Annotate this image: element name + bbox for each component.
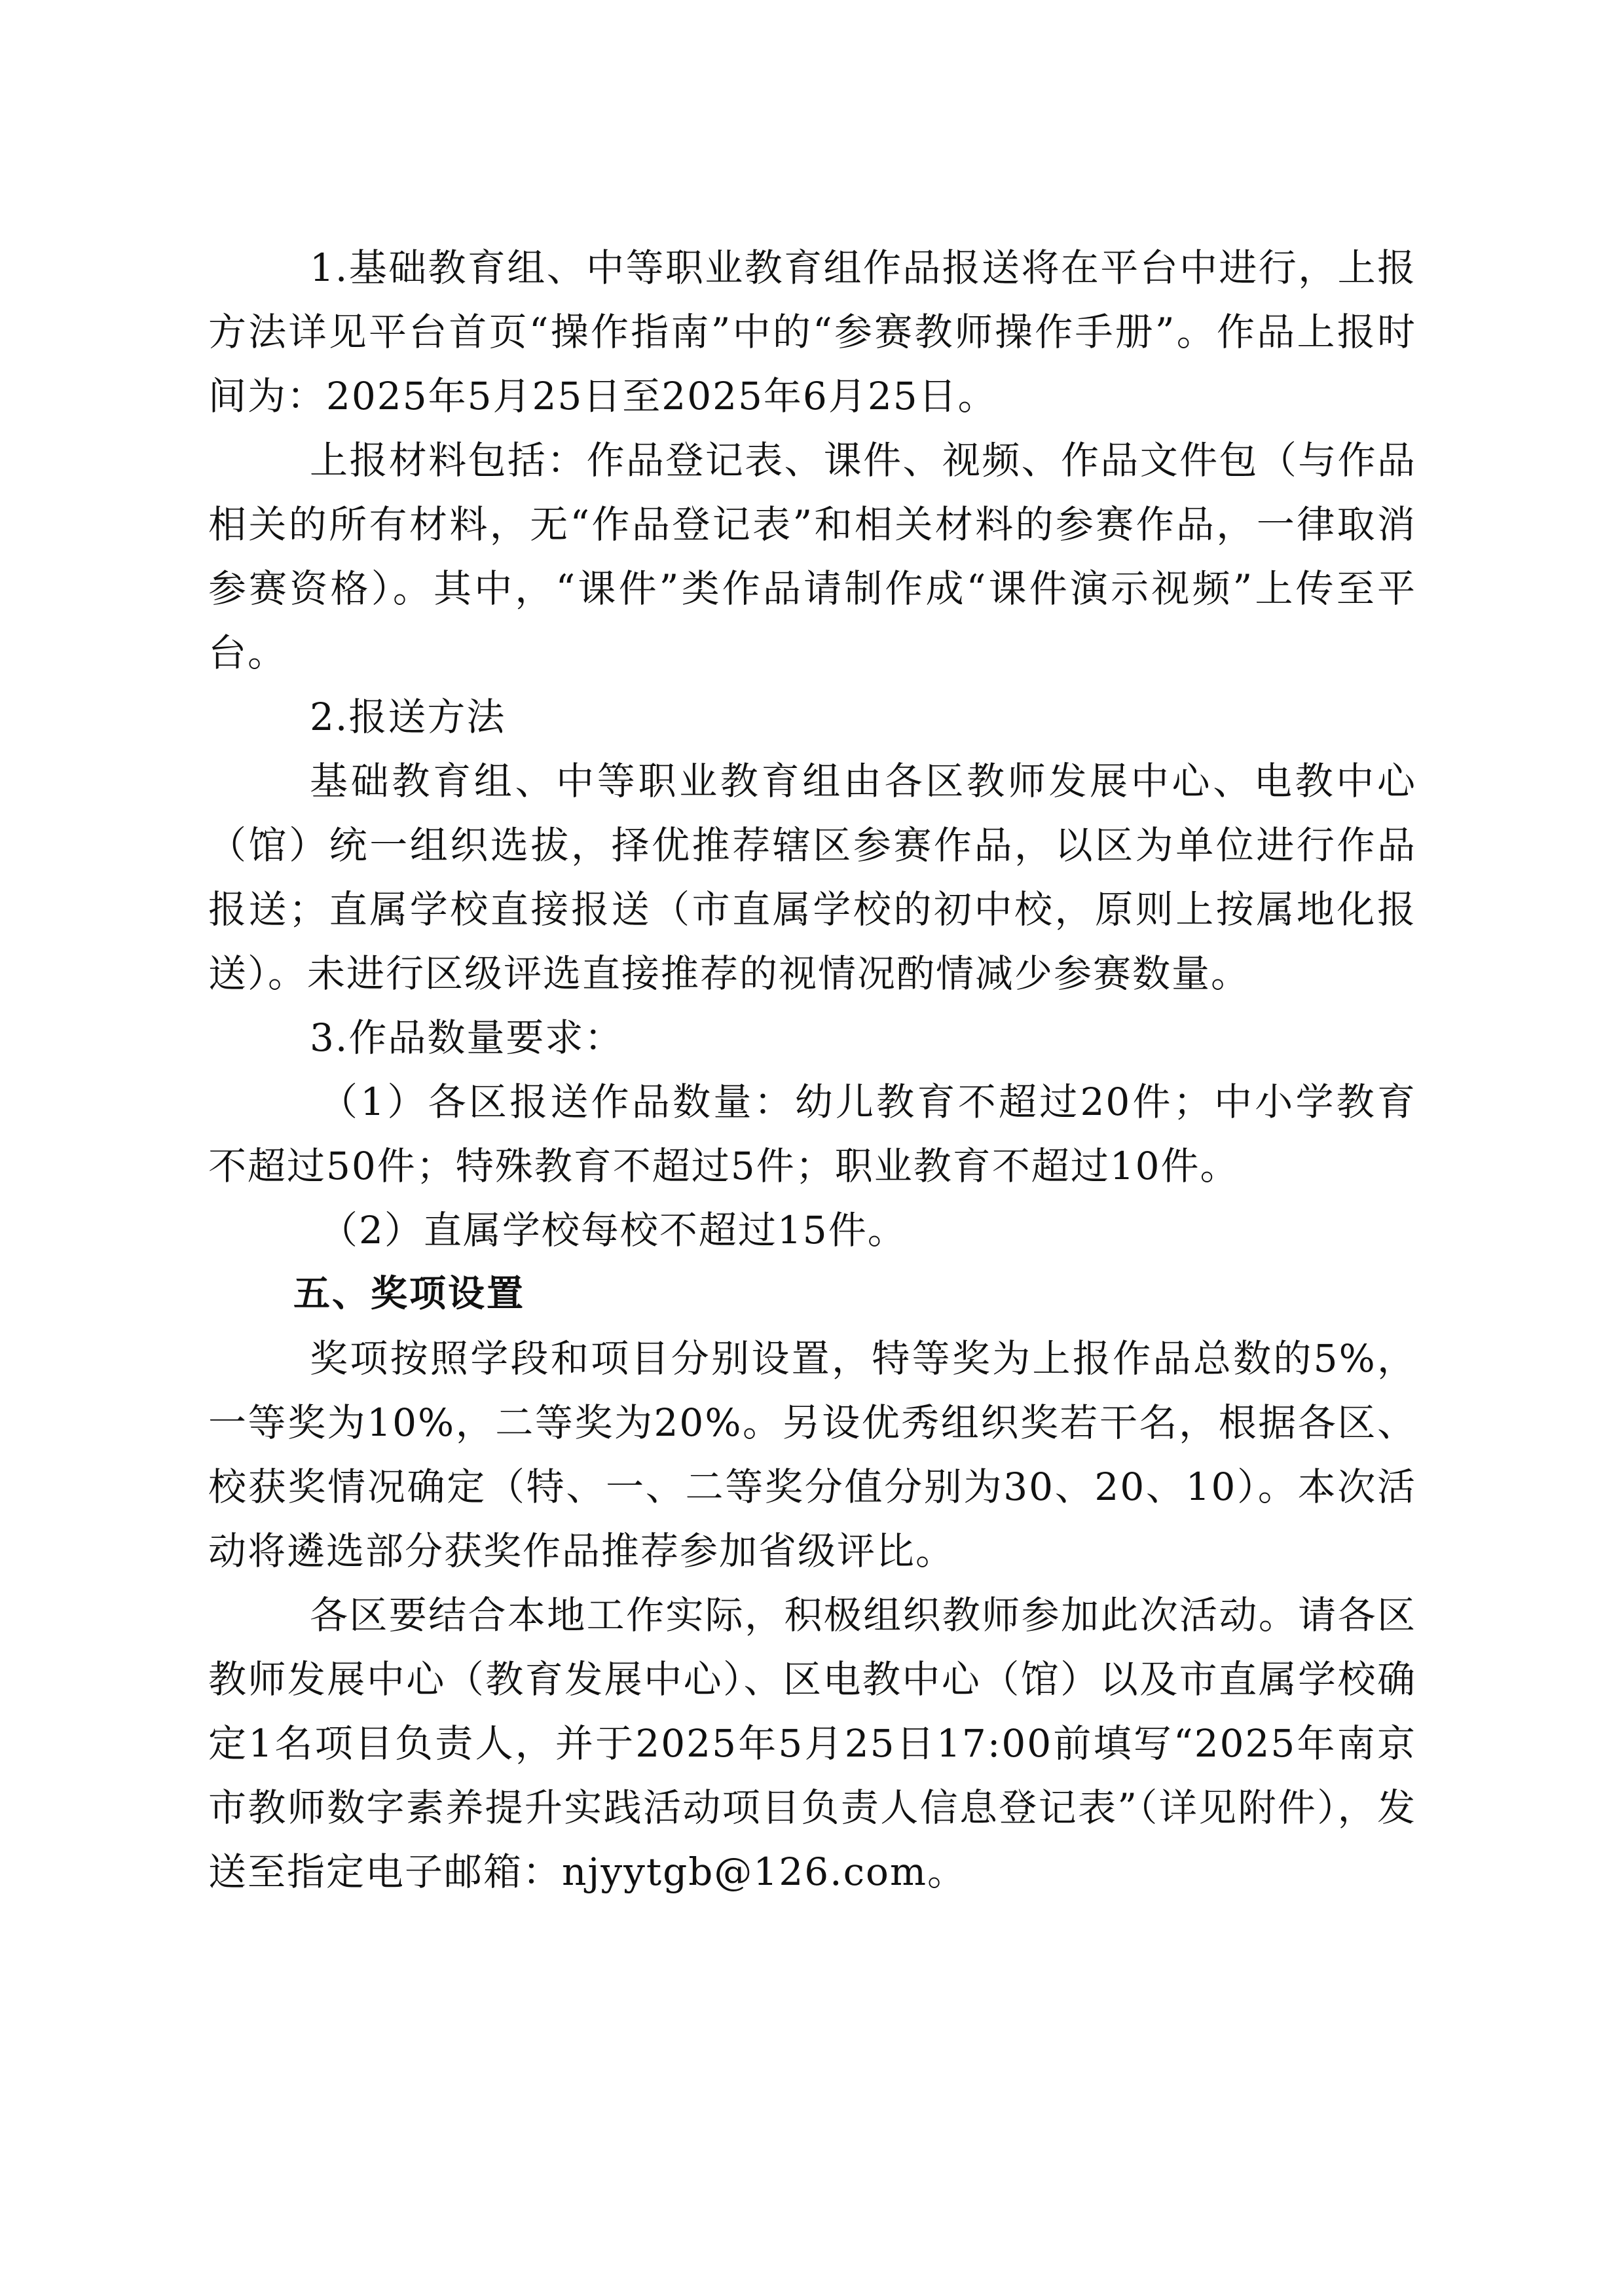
subheading-quantity-requirements: 3.作品数量要求： (310, 1015, 624, 1060)
paragraph-awards: 奖项按照学段和项目分别设置，特等奖为上报作品总数的5%，一等奖为10%，二等奖为20%。另设优秀组织奖若干名，根据各区、校获奖情况确定（特、一、二等奖分值分别为30、20、10）。本次活动将遴选部分获奖作品推荐参加省级评比。 (208, 1336, 1416, 1573)
paragraph-direct-school-quota: （2）直属学校每校不超过15件。 (320, 1208, 907, 1252)
document-body (208, 236, 1416, 1904)
section-heading-awards: 五、奖项设置 (293, 1273, 525, 1315)
paragraph-submission-platform: 1.基础教育组、中等职业教育组作品报送将在平台中进行，上报方法详见平台首页“操作指南”中的“参赛教师操作手册”。作品上报时间为：2025年5月25日至2025年6月25日。 (208, 246, 1416, 418)
paragraph-contact-registration: 各区要结合本地工作实际，积极组织教师参加此次活动。请各区教师发展中心（教育发展中心）、区电教中心（馆）以及市直属学校确定1名项目负责人，并于2025年5月25日17:00前填写“2025年南京市教师数字素养提升实践活动项目负责人信息登记表”（详见附件），发送至指定电子邮箱：njyytgb@126.com。 (208, 1593, 1416, 1894)
paragraph-submission-method: 基础教育组、中等职业教育组由各区教师发展中心、电教中心（馆）统一组织选拔，择优推荐辖区参赛作品，以区为单位进行作品报送；直属学校直接报送（市直属学校的初中校，原则上按属地化报送）。未进行区级评选直接推荐的视情况酌情减少参赛数量。 (208, 759, 1416, 996)
paragraph-district-quota: （1）各区报送作品数量：幼儿教育不超过20件；中小学教育不超过50件；特殊教育不超过5件；职业教育不超过10件。 (208, 1080, 1416, 1188)
paragraph-materials: 上报材料包括：作品登记表、课件、视频、作品文件包（与作品相关的所有材料，无“作品登记表”和相关材料的参赛作品，一律取消参赛资格）。其中，“课件”类作品请制作成“课件演示视频”上传至平台。 (208, 438, 1416, 675)
subheading-submission-method: 2.报送方法 (310, 695, 506, 739)
